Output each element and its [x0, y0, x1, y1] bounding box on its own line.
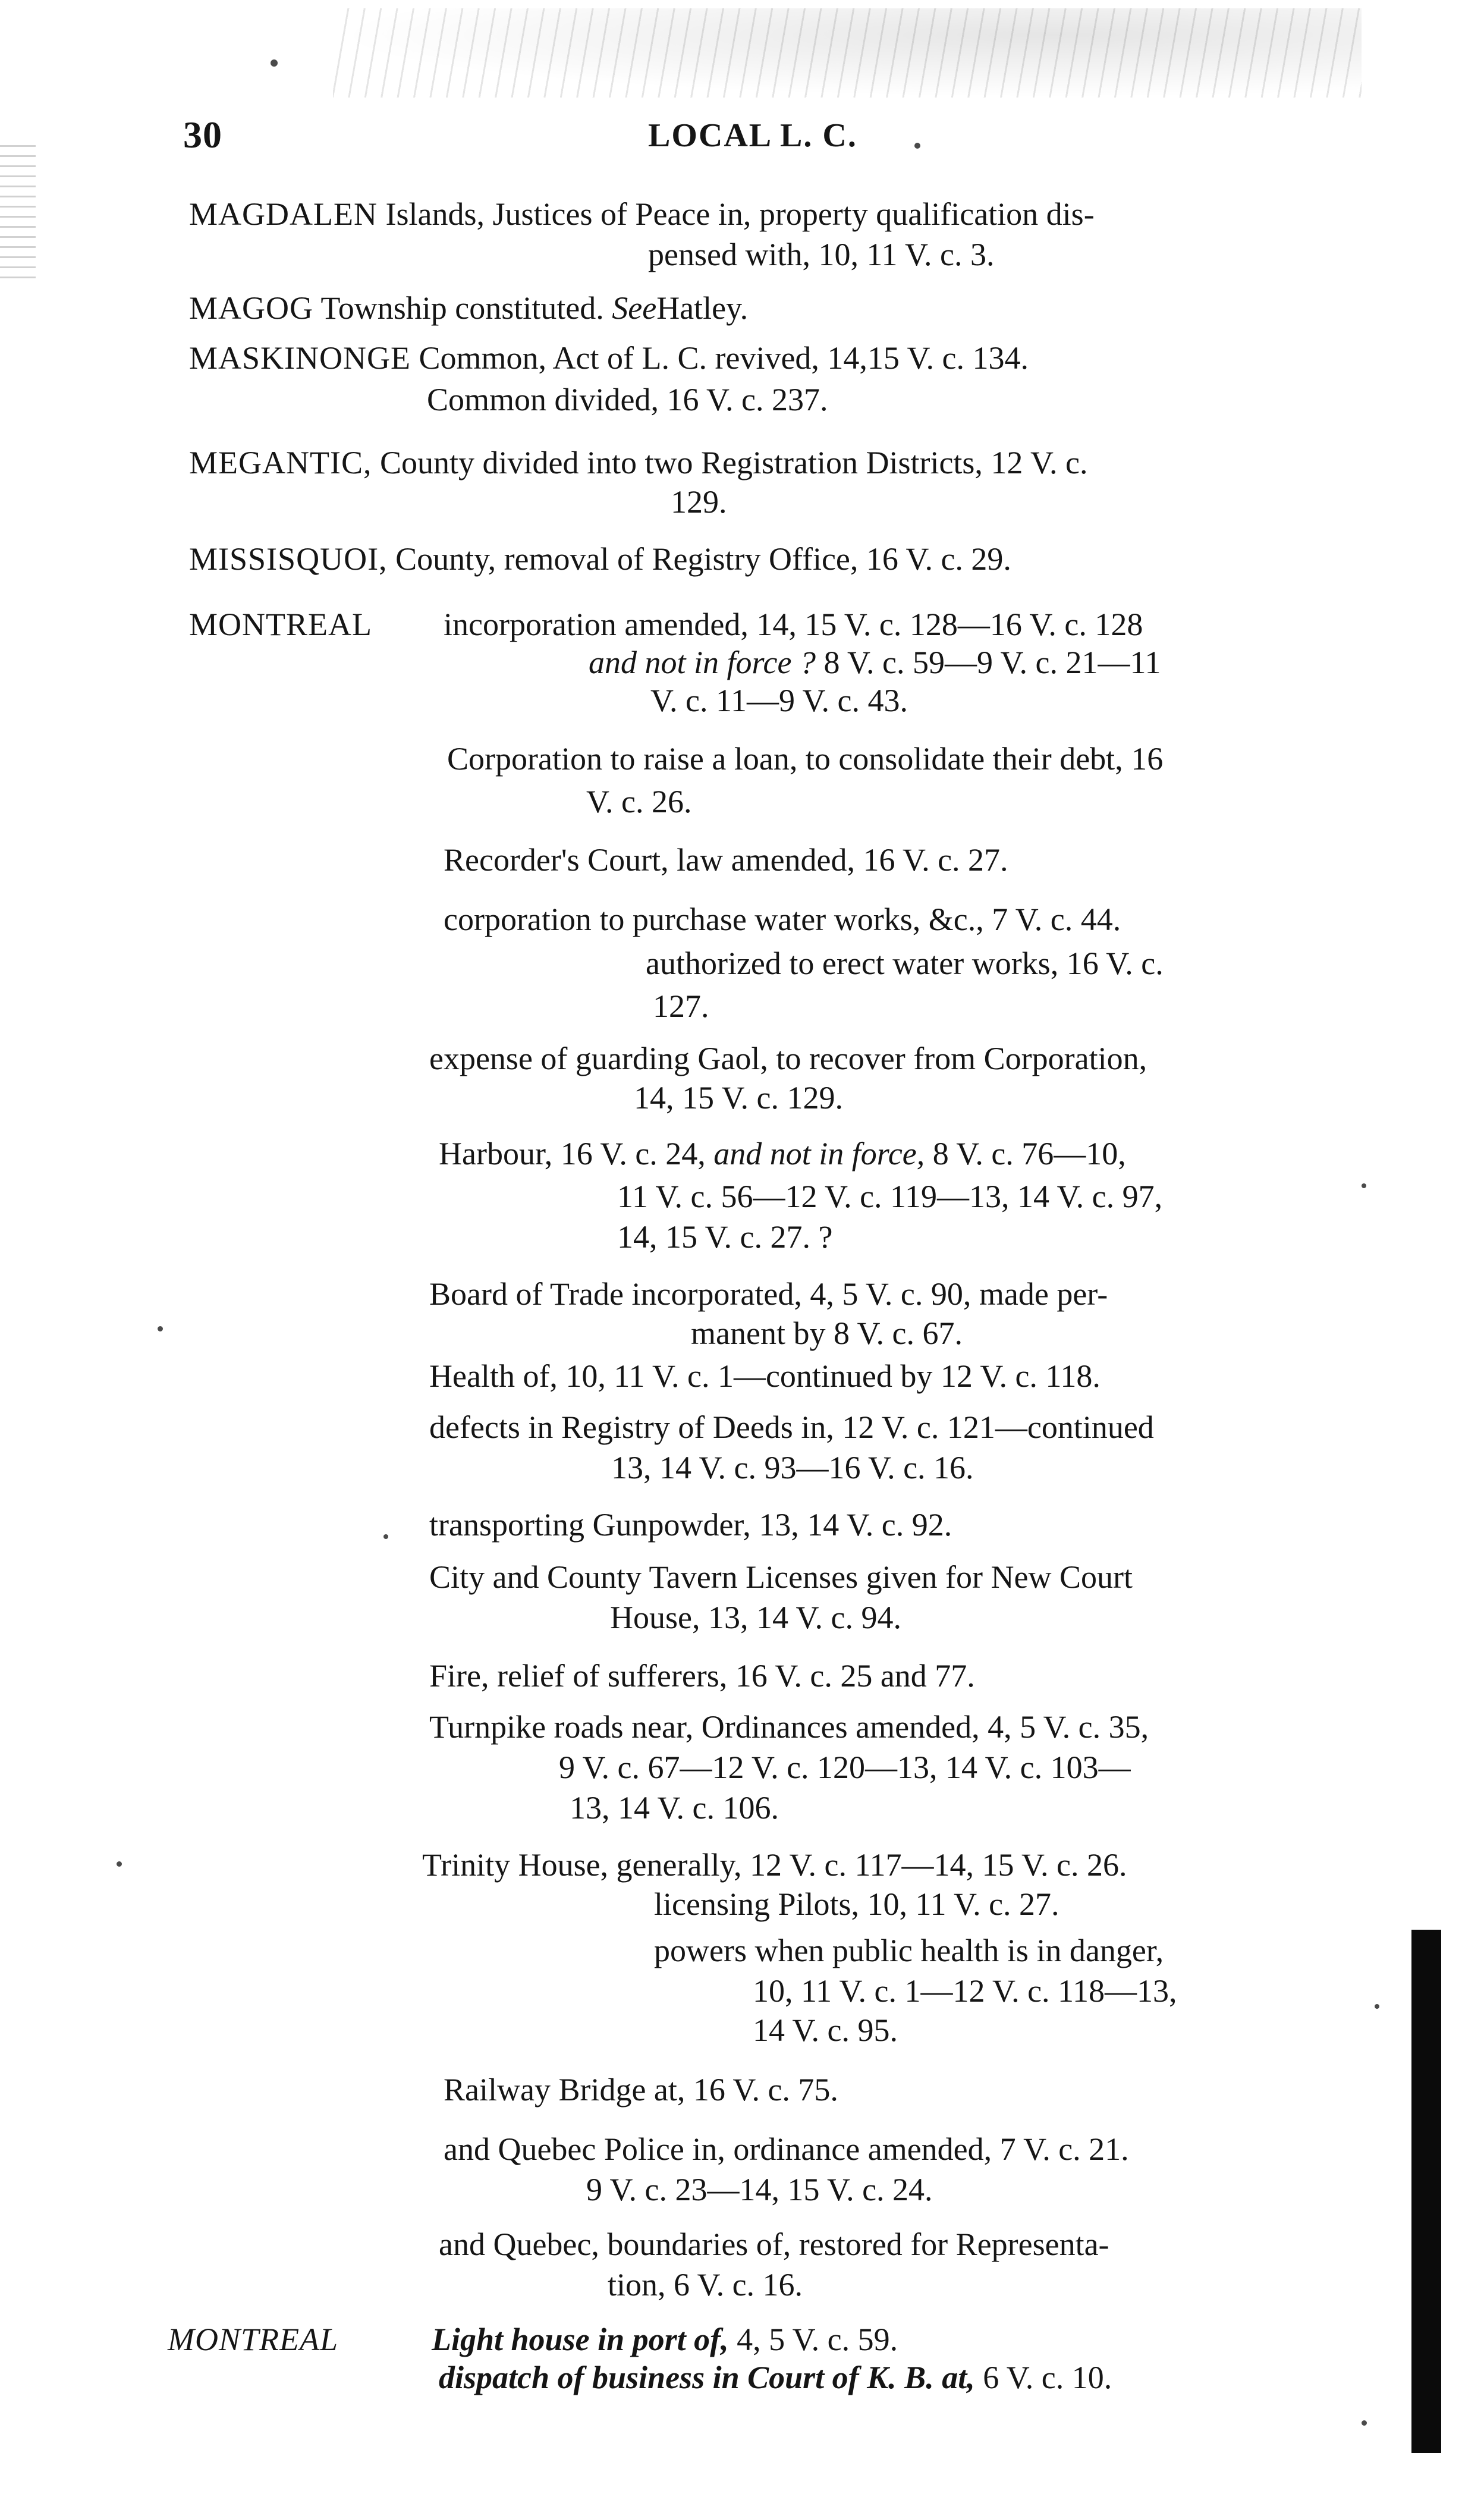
- montreal-harbour-line-1: [439, 1135, 1126, 1173]
- page-number: 30: [183, 114, 222, 156]
- entry-italic-note: and not in force ?: [589, 645, 816, 680]
- montreal-harbour-line-2: 11 V. c. 56—12 V. c. 119—13, 14 V. c. 97,: [617, 1179, 1163, 1214]
- entry-text: County, removal of Registry Office, 16 V. c. 29.: [395, 541, 1011, 577]
- speck: [1362, 2420, 1367, 2426]
- entry-text: Hatley.: [656, 290, 749, 326]
- entry-maskinonge-line-1: [189, 339, 1029, 377]
- montreal-trade-line-1: Board of Trade incorporated, 4, 5 V. c. 90, made per-: [429, 1276, 1108, 1312]
- scan-black-bar: [1411, 1930, 1441, 2453]
- entry-maskinonge-line-2: Common divided, 16 V. c. 237.: [427, 382, 828, 417]
- montreal-recorder-line: Recorder's Court, law amended, 16 V. c. 27.: [444, 842, 1008, 878]
- montreal2-lighthouse-line: [432, 2320, 898, 2358]
- montreal-fire-line: Fire, relief of sufferers, 16 V. c. 25 and 77.: [429, 1658, 975, 1694]
- montreal-incorporation-line-3: V. c. 11—9 V. c. 43.: [650, 683, 908, 718]
- entry-megantic-line-2: 129.: [671, 484, 727, 520]
- entry-text: County divided into two Registration Districts, 12 V. c.: [379, 445, 1088, 480]
- montreal-gunpowder-line: transporting Gunpowder, 13, 14 V. c. 92.: [429, 1507, 952, 1543]
- speck: [158, 1326, 163, 1331]
- entry-heading: MONTREAL: [168, 2322, 339, 2357]
- montreal-boundaries-line-2: tion, 6 V. c. 16.: [608, 2267, 803, 2303]
- entry-text: 8 V. c. 59—9 V. c. 21—11: [823, 645, 1161, 680]
- montreal-loan-line-2: V. c. 26.: [586, 784, 692, 819]
- entry-text: 6 V. c. 10.: [983, 2360, 1112, 2395]
- montreal-loan-line-1: Corporation to raise a loan, to consolidate their debt, 16: [447, 741, 1164, 777]
- speck: [914, 143, 920, 149]
- montreal-trade-line-2: manent by 8 V. c. 67.: [691, 1315, 963, 1351]
- scan-edge-noise: [0, 137, 36, 279]
- montreal-waterworks-line-2: authorized to erect water works, 16 V. c.: [646, 946, 1164, 981]
- montreal2-court-line: [439, 2358, 1112, 2397]
- montreal-trinity-line-1: Trinity House, generally, 12 V. c. 117—14, 15 V. c. 26.: [422, 1847, 1127, 1883]
- entry-montreal2-line-1: [168, 2320, 338, 2358]
- montreal-waterworks-line-3: 127.: [653, 988, 709, 1024]
- entry-heading: MAGDALEN: [189, 196, 378, 232]
- montreal-police-line-1: and Quebec Police in, ordinance amended, 7 V. c. 21.: [444, 2131, 1129, 2167]
- entry-heading: MEGANTIC,: [189, 445, 372, 480]
- entry-magog-line-1: [189, 289, 748, 327]
- entry-italic-note: and not in force,: [713, 1136, 925, 1172]
- montreal-incorporation-line-1: incorporation amended, 14, 15 V. c. 128—16 V. c. 128: [444, 607, 1143, 642]
- montreal-boundaries-line-1: and Quebec, boundaries of, restored for Representa-: [439, 2226, 1109, 2262]
- entry-montreal-line-1: [189, 605, 372, 643]
- speck: [271, 59, 278, 67]
- montreal-waterworks-line-1: corporation to purchase water works, &c., 7 V. c. 44.: [444, 902, 1121, 937]
- entry-text: 4, 5 V. c. 59.: [737, 2322, 898, 2357]
- montreal-tavern-line-2: House, 13, 14 V. c. 94.: [610, 1600, 902, 1635]
- entry-see-reference: See: [612, 290, 657, 326]
- montreal-police-line-2: 9 V. c. 23—14, 15 V. c. 24.: [586, 2172, 933, 2207]
- montreal-registry-line-2: 13, 14 V. c. 93—16 V. c. 16.: [611, 1450, 974, 1485]
- entry-text: Harbour, 16 V. c. 24,: [439, 1136, 706, 1172]
- montreal-turnpike-line-3: 13, 14 V. c. 106.: [570, 1790, 779, 1826]
- montreal-gaol-line-2: 14, 15 V. c. 129.: [634, 1080, 844, 1116]
- montreal-turnpike-line-2: 9 V. c. 67—12 V. c. 120—13, 14 V. c. 103—: [559, 1750, 1131, 1785]
- entry-text: Township constituted.: [320, 290, 604, 326]
- running-head: LOCAL L. C.: [648, 117, 857, 154]
- montreal-harbour-line-3: 14, 15 V. c. 27. ?: [617, 1219, 833, 1255]
- montreal-railway-line: Railway Bridge at, 16 V. c. 75.: [444, 2072, 838, 2108]
- entry-heading: MONTREAL: [189, 607, 372, 642]
- montreal-trinity-line-5: 14 V. c. 95.: [753, 2012, 898, 2048]
- entry-magdalen-line-2: pensed with, 10, 11 V. c. 3.: [648, 237, 995, 272]
- speck: [383, 1534, 388, 1539]
- montreal-trinity-line-2: licensing Pilots, 10, 11 V. c. 27.: [654, 1886, 1059, 1922]
- entry-heading: MASKINONGE: [189, 340, 411, 376]
- scan-smudge: [333, 8, 1362, 98]
- montreal-registry-line-1: defects in Registry of Deeds in, 12 V. c. 121—continued: [429, 1409, 1154, 1445]
- montreal-tavern-line-1: City and County Tavern Licenses given for New Court: [429, 1559, 1133, 1595]
- entry-italic-note: dispatch of business in Court of K. B. at,: [439, 2360, 975, 2395]
- montreal-trinity-line-4: 10, 11 V. c. 1—12 V. c. 118—13,: [753, 1973, 1177, 2009]
- entry-megantic-line-1: [189, 444, 1087, 482]
- montreal-trinity-line-3: powers when public health is in danger,: [654, 1933, 1164, 1968]
- entry-magdalen-line-1: [189, 195, 1095, 233]
- entry-heading: MAGOG: [189, 290, 314, 326]
- entry-italic-note: Light house in port of,: [432, 2322, 729, 2357]
- speck: [1375, 2004, 1379, 2009]
- entry-text: 8 V. c. 76—10,: [932, 1136, 1126, 1172]
- entry-missisquoi-line-1: [189, 540, 1011, 578]
- montreal-incorporation-line-2: [589, 643, 1161, 681]
- entry-heading: MISSISQUOI,: [189, 541, 388, 577]
- montreal-turnpike-line-1: Turnpike roads near, Ordinances amended, 4, 5 V. c. 35,: [429, 1709, 1149, 1745]
- speck: [1362, 1183, 1366, 1188]
- montreal-gaol-line-1: expense of guarding Gaol, to recover from Corporation,: [429, 1041, 1147, 1076]
- montreal-health-line: Health of, 10, 11 V. c. 1—continued by 12 V. c. 118.: [429, 1358, 1101, 1394]
- speck: [117, 1861, 122, 1867]
- entry-text: Islands, Justices of Peace in, property qualification dis-: [385, 196, 1095, 232]
- entry-text: Common, Act of L. C. revived, 14,15 V. c. 134.: [419, 340, 1029, 376]
